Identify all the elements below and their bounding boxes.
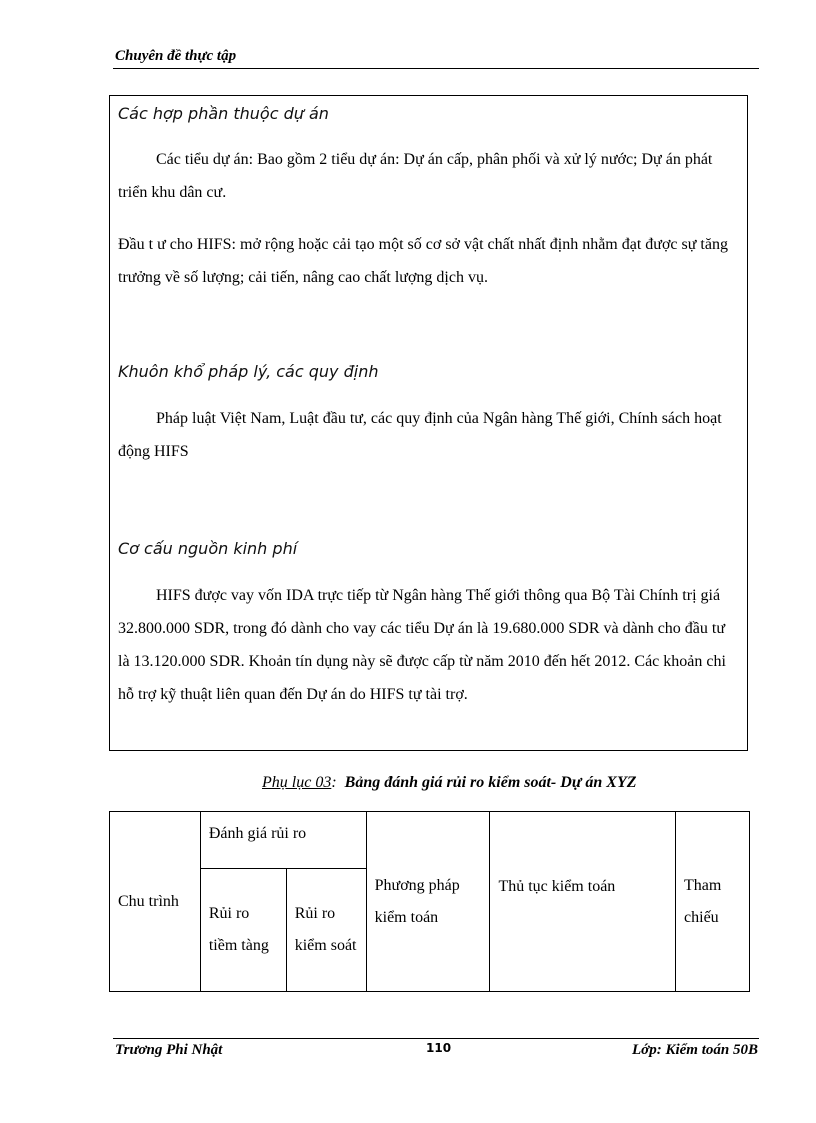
footer-class: Lớp: Kiểm toán 50B [632, 1042, 758, 1058]
legal-paragraph: Pháp luật Việt Nam, Luật đầu tư, các quy định của Ngân hàng Thế giới, Chính sách hoạt động HIFS [118, 410, 722, 460]
header-title: Chuyên đề thực tập [115, 48, 237, 64]
footer-author: Trương Phi Nhật [115, 1042, 223, 1058]
risk-assessment-header: Đánh giá rủi ro [200, 812, 366, 869]
legal-heading: Khuôn khổ pháp lý, các quy định [118, 362, 379, 381]
reference-header: Tham chiếu [676, 812, 750, 992]
funding-paragraph: HIFS được vay vốn IDA trực tiếp từ Ngân hàng Thế giới thông qua Bộ Tài Chính trị giá 32.800.000 SDR, trong đó dành cho vay các tiểu Dự án là 19.680.000 SDR và dành cho đầu tư là 13.120.000 SDR. Khoản tín dụng này sẽ được cấp từ năm 2010 đến hết 2012. Các khoản chi hỗ trợ kỹ thuật liên quan đến Dự án do HIFS tự tài trợ. [118, 587, 726, 703]
risk-assessment-table [109, 811, 750, 992]
appendix-ref: Phụ lục 03 [262, 774, 332, 791]
components-heading: Các hợp phần thuộc dự án [118, 104, 329, 123]
subprojects-paragraph: Các tiểu dự án: Bao gồm 2 tiểu dự án: Dự án cấp, phân phối và xử lý nước; Dự án phát triển khu dân cư. [118, 151, 713, 201]
page-number: 110 [426, 1041, 452, 1055]
funding-heading: Cơ cấu nguồn kinh phí [118, 539, 298, 558]
appendix-colon: : [331, 774, 337, 791]
footer-divider [113, 1038, 759, 1039]
investment-paragraph: Đầu t ư cho HIFS: mở rộng hoặc cải tạo một số cơ sở vật chất nhất định nhằm đạt được sự tăng trưởng về số lượng; cải tiến, nâng cao chất lượng dịch vụ. [118, 236, 728, 286]
audit-approach-header: Phương pháp kiểm toán [366, 812, 490, 992]
control-risk-header: Rủi ro kiểm soát [286, 869, 366, 992]
audit-procedure-header: Thủ tục kiểm toán [490, 812, 676, 992]
project-info-box [109, 95, 748, 751]
cycle-header: Chu trình [110, 812, 201, 992]
header-divider [113, 68, 759, 69]
appendix-caption [262, 774, 637, 792]
appendix-title: Bảng đánh giá rủi ro kiểm soát- Dự án XYZ [344, 774, 637, 791]
inherent-risk-header: Rủi ro tiềm tàng [200, 869, 286, 992]
